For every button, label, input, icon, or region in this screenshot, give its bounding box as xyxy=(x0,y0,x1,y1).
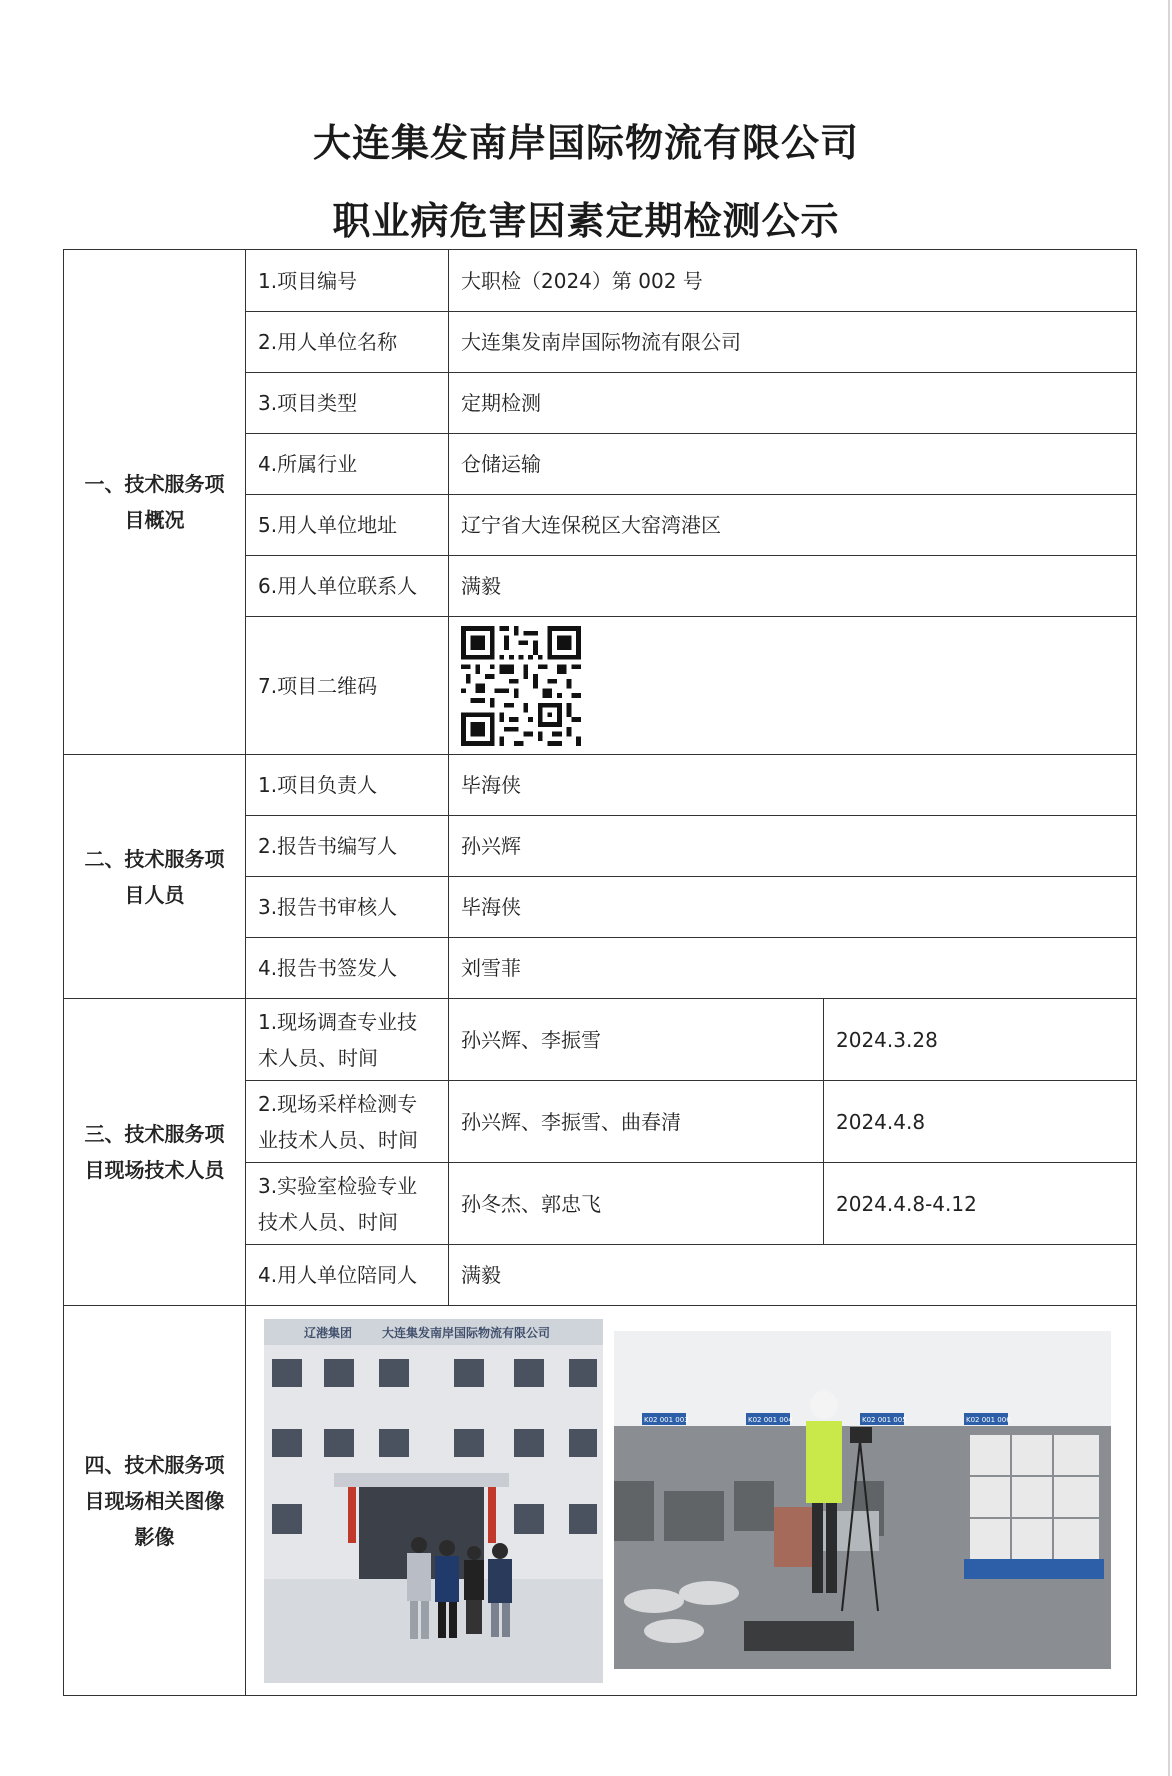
rack-label: K02 001 005 xyxy=(862,1415,907,1424)
qr-code-icon[interactable] xyxy=(461,626,581,746)
row-label: 3.项目类型 xyxy=(246,373,449,434)
section3-heading: 三、技术服务项目现场技术人员 xyxy=(64,999,246,1306)
notice-table xyxy=(63,249,1137,1696)
row-label: 4.所属行业 xyxy=(246,434,449,495)
employer-address: 辽宁省大连保税区大窑湾港区 xyxy=(449,495,1137,556)
industry: 仓储运输 xyxy=(449,434,1137,495)
row-label: 5.用人单位地址 xyxy=(246,495,449,556)
row-label: 4.用人单位陪同人 xyxy=(246,1245,449,1306)
photo-area xyxy=(246,1307,1136,1695)
page-edge-line xyxy=(1168,0,1170,1776)
lab-staff: 孙冬杰、郭忠飞 xyxy=(449,1163,824,1245)
rack-label: K02 001 006 xyxy=(966,1415,1011,1424)
project-lead: 毕海侠 xyxy=(449,755,1137,816)
row-label: 7.项目二维码 xyxy=(246,617,449,755)
row-label: 2.用人单位名称 xyxy=(246,312,449,373)
accompanying-person: 满毅 xyxy=(449,1245,1137,1306)
row-label: 4.报告书签发人 xyxy=(246,938,449,999)
rack-label: K02 001 003 xyxy=(644,1415,689,1424)
page-title-line1: 大连集发南岸国际物流有限公司 xyxy=(312,121,859,165)
project-number: 大职检（2024）第 002 号 xyxy=(449,250,1137,312)
project-type: 定期检测 xyxy=(449,373,1137,434)
row-label: 1.项目编号 xyxy=(246,250,449,312)
section2-heading: 二、技术服务项目人员 xyxy=(64,755,246,999)
sampling-staff: 孙兴辉、李振雪、曲春清 xyxy=(449,1081,824,1163)
row-label: 2.报告书编写人 xyxy=(246,816,449,877)
row-label: 1.现场调查专业技术人员、时间 xyxy=(246,999,449,1081)
section1-heading: 一、技术服务项目概况 xyxy=(64,250,246,755)
page-title-line2: 职业病危害因素定期检测公示 xyxy=(332,199,840,243)
row-label: 3.报告书审核人 xyxy=(246,877,449,938)
sampling-date: 2024.4.8 xyxy=(824,1081,1137,1163)
row-label: 1.项目负责人 xyxy=(246,755,449,816)
rack-label: K02 001 004 xyxy=(748,1415,793,1424)
report-reviewer: 毕海侠 xyxy=(449,877,1137,938)
qr-code-cell xyxy=(449,617,1137,755)
table-row xyxy=(64,999,1137,1081)
employer-name: 大连集发南岸国际物流有限公司 xyxy=(449,312,1137,373)
lab-date: 2024.4.8-4.12 xyxy=(824,1163,1137,1245)
section4-heading: 四、技术服务项目现场相关图像影像 xyxy=(64,1306,246,1696)
sign-company-text: 大连集发南岸国际物流有限公司 xyxy=(382,1325,551,1340)
employer-contact: 满毅 xyxy=(449,556,1137,617)
survey-staff: 孙兴辉、李振雪 xyxy=(449,999,824,1081)
report-issuer: 刘雪菲 xyxy=(449,938,1137,999)
photo-cell xyxy=(246,1306,1137,1696)
row-label: 2.现场采样检测专业技术人员、时间 xyxy=(246,1081,449,1163)
table-row xyxy=(64,250,1137,312)
warehouse-photo xyxy=(614,1331,1111,1669)
survey-date: 2024.3.28 xyxy=(824,999,1137,1081)
table-row xyxy=(64,1306,1137,1696)
table-row xyxy=(64,755,1137,816)
sign-brand-text: 辽港集团 xyxy=(304,1325,353,1340)
report-writer: 孙兴辉 xyxy=(449,816,1137,877)
building-photo xyxy=(264,1319,603,1683)
row-label: 3.实验室检验专业技术人员、时间 xyxy=(246,1163,449,1245)
row-label: 6.用人单位联系人 xyxy=(246,556,449,617)
